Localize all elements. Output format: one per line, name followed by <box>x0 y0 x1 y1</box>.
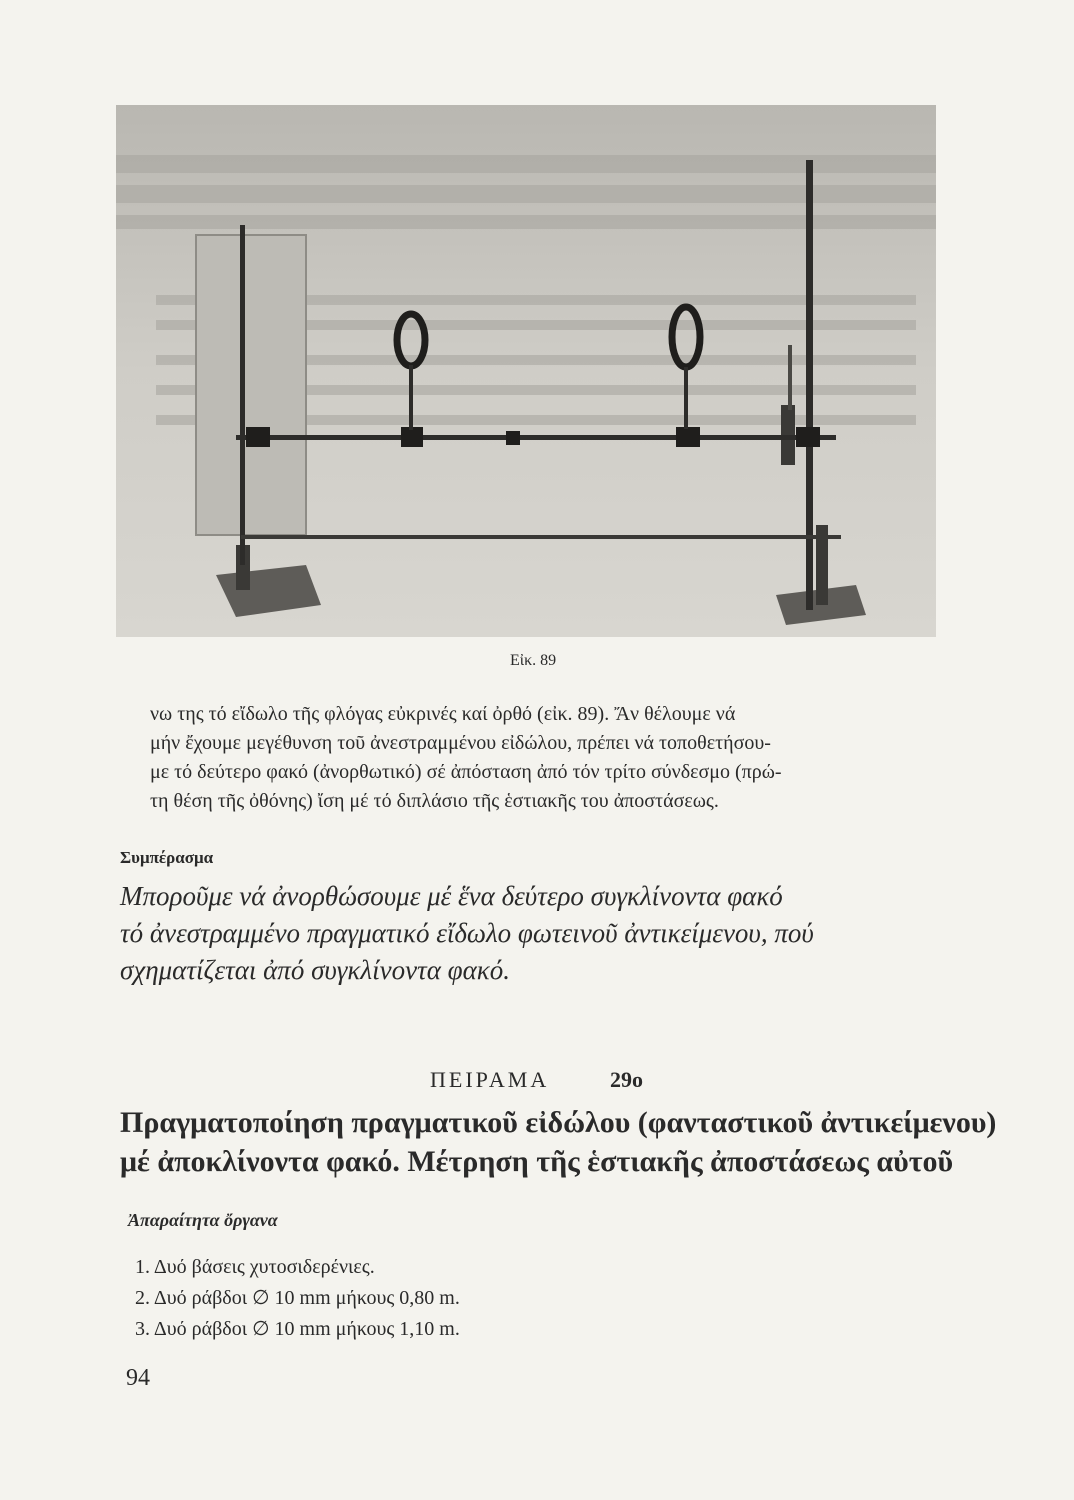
figure-caption: Εἰκ. 89 <box>510 652 557 669</box>
conclusion-line: τό ἀνεστραμμένο πραγματικό εἴδωλο φωτεινοῦ ἀντικείμενου, πού <box>120 918 814 948</box>
equipment-heading: Ἀπαραίτητα ὄργανα <box>128 1210 278 1230</box>
paragraph-line: με τό δεύτερο φακό (ἀνορθωτικό) σέ ἀπόσταση ἀπό τόν τρίτο σύνδεσμο (πρώ- <box>150 761 782 783</box>
equipment-list <box>135 1252 460 1345</box>
conclusion-line: σχηματίζεται ἀπό συγκλίνοντα φακό. <box>120 955 510 985</box>
paragraph-line: νω της τό εἴδωλο τῆς φλόγας εὐκρινές καί ὀρθό (εἰκ. 89). Ἄν θέλουμε νά <box>150 703 736 725</box>
experiment-title <box>120 1103 997 1181</box>
figure-photo <box>116 105 936 637</box>
conclusion-heading: Συμπέρασμα <box>120 848 214 867</box>
list-item: 3. Δυό ράβδοι ∅ 10 mm μήκους 1,10 m. <box>135 1318 460 1340</box>
conclusion-text <box>120 878 950 989</box>
page-number: 94 <box>126 1365 150 1391</box>
body-paragraph <box>150 700 940 816</box>
conclusion-line: Μποροῦμε νά ἀνορθώσουμε μέ ἕνα δεύτερο συγκλίνοντα φακό <box>120 881 783 911</box>
optical-bench-photo <box>116 105 936 637</box>
title-line: Πραγματοποίηση πραγματικοῦ εἰδώλου (φανταστικοῦ ἀντικείμενου) <box>120 1106 997 1139</box>
experiment-number: 29ο <box>610 1067 643 1092</box>
list-item: 2. Δυό ράβδοι ∅ 10 mm μήκους 0,80 m. <box>135 1287 460 1309</box>
title-line: μέ ἀποκλίνοντα φακό. Μέτρηση τῆς ἑστιακῆς ἀποστάσεως αὐτοῦ <box>120 1145 954 1178</box>
paragraph-line: μήν ἔχουμε μεγέθυνση τοῦ ἀνεστραμμένου εἰδώλου, πρέπει νά τοποθετήσου- <box>150 732 771 754</box>
paragraph-line: τη θέση τῆς ὀθόνης) ἴση μέ τό διπλάσιο τῆς ἑστιακῆς του ἀποστάσεως. <box>150 790 719 812</box>
list-item: 1. Δυό βάσεις χυτοσιδερένιες. <box>135 1256 375 1278</box>
experiment-label: ΠΕΙΡΑΜΑ <box>430 1067 550 1092</box>
